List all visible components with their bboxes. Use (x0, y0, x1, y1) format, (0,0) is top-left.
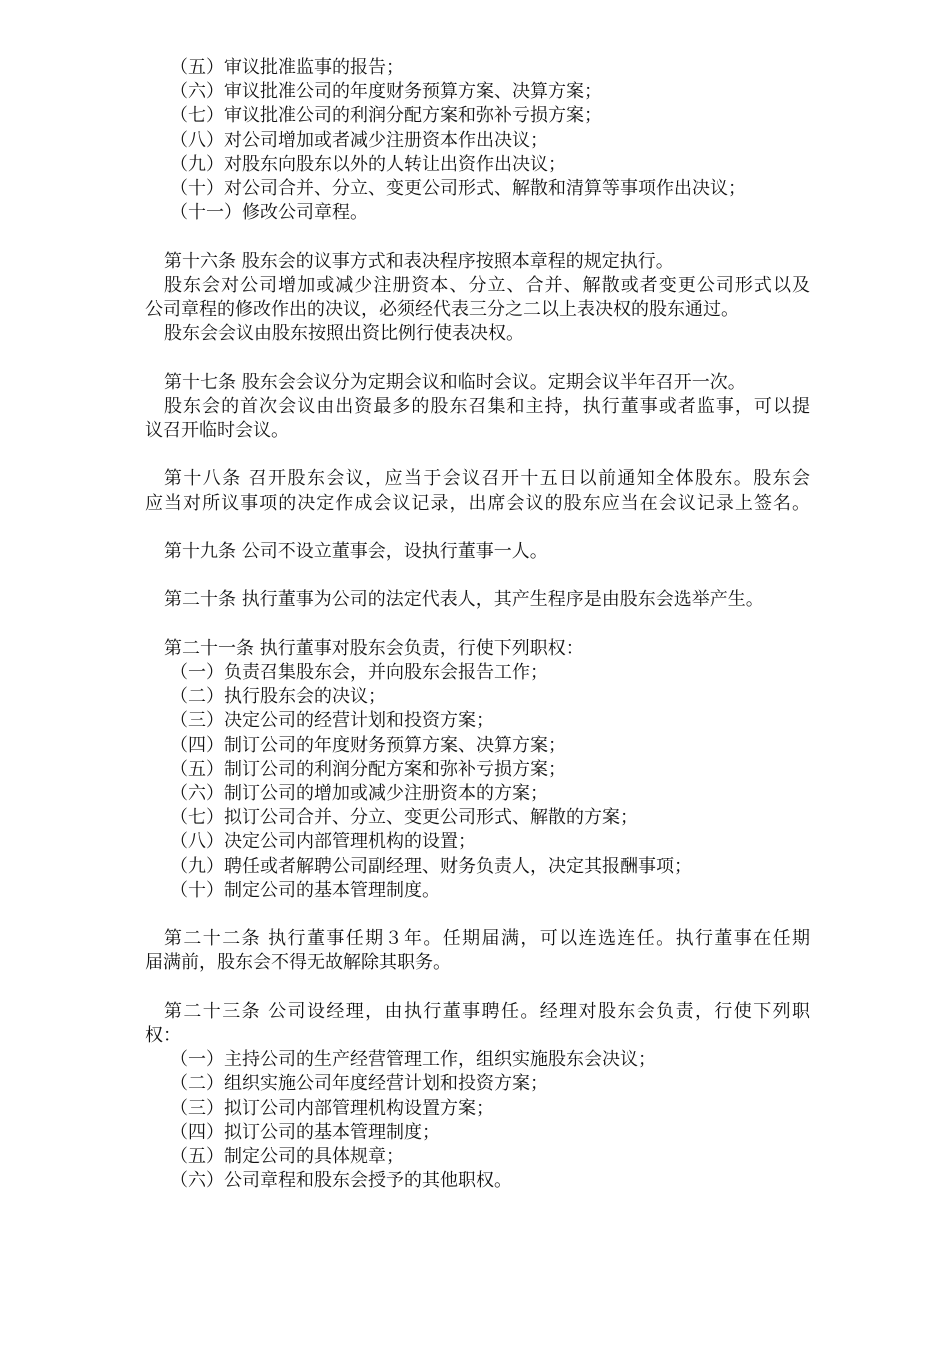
list-item: （十一）修改公司章程。 (170, 202, 368, 224)
list-item: （七）审议批准公司的利润分配方案和弥补亏损方案； (170, 105, 602, 127)
article-16 (145, 250, 810, 347)
list-item: （九）聘任或者解聘公司副经理、财务负责人，决定其报酬事项； (170, 855, 692, 877)
paragraph-line: 届满前，股东会不得无故解除其职务。 (145, 952, 451, 974)
list-item: （八）对公司增加或者减少注册资本作出决议； (170, 129, 548, 151)
article-heading: 第十九条 公司不设立董事会，设执行董事一人。 (164, 541, 548, 562)
list-item: （六）制订公司的增加或减少注册资本的方案； (170, 783, 548, 804)
list-item: （十）制定公司的基本管理制度。 (170, 879, 440, 901)
paragraph-line: 权： (145, 1025, 181, 1046)
list-item: （八）决定公司内部管理机构的设置； (170, 831, 476, 853)
list-item: （一）负责召集股东会，并向股东会报告工作； (170, 661, 548, 683)
paragraph-line: 应当对所议事项的决定作成会议记录，出席会议的股东应当在会议记录上签名。 (145, 492, 810, 514)
list-item: （五）审议批准监事的报告； (170, 57, 404, 78)
article-18 (145, 467, 810, 515)
list-item: （六）公司章程和股东会授予的其他职权。 (170, 1170, 512, 1192)
list-item: （九）对股东向股东以外的人转让出资作出决议； (170, 153, 566, 175)
paragraph-line: 议召开临时会议。 (145, 420, 289, 442)
article-22 (145, 927, 810, 975)
article-20 (145, 588, 810, 612)
list-item: （十）对公司合并、分立、变更公司形式、解散和清算等事项作出决议； (170, 178, 746, 200)
article-21 (145, 637, 810, 903)
article-heading: 第二十三条 公司设经理，由执行董事聘任。经理对股东会负责，行使下列职 (164, 1000, 810, 1022)
list-item: （二）执行股东会的决议； (170, 686, 386, 708)
list-item: （二）组织实施公司年度经营计划和投资方案； (170, 1073, 548, 1095)
paragraph-line: 股东会的首次会议由出资最多的股东召集和主持，执行董事或者监事，可以提 (164, 395, 810, 417)
article-17 (145, 371, 810, 444)
list-item: （六）审议批准公司的年度财务预算方案、决算方案； (170, 81, 602, 103)
article-heading: 第二十一条 执行董事对股东会负责，行使下列职权： (164, 637, 584, 659)
article-heading: 第二十二条 执行董事任期３年。任期届满，可以连选连任。执行董事在任期 (164, 928, 810, 950)
paragraph-line: 股东会对公司增加或减少注册资本、分立、合并、解散或者变更公司形式以及 (164, 274, 810, 296)
list-item: （五）制订公司的利润分配方案和弥补亏损方案； (170, 758, 566, 780)
list-item: （四）拟订公司的基本管理制度； (170, 1121, 440, 1143)
paragraph-line: 公司章程的修改作出的决议，必须经代表三分之二以上表决权的股东通过。 (145, 299, 739, 321)
document-page (145, 56, 810, 1193)
list-item: （七）拟订公司合并、分立、变更公司形式、解散的方案； (170, 807, 638, 829)
article-heading: 第十六条 股东会的议事方式和表决程序按照本章程的规定执行。 (164, 250, 674, 272)
article-19 (145, 540, 810, 564)
list-item: （三）决定公司的经营计划和投资方案； (170, 710, 494, 732)
article-heading: 第十八条 召开股东会议，应当于会议召开十五日以前通知全体股东。股东会 (164, 468, 810, 490)
list-item: （一）主持公司的生产经营管理工作，组织实施股东会决议； (170, 1049, 656, 1071)
paragraph-line: 股东会会议由股东按照出资比例行使表决权。 (164, 323, 524, 345)
article-heading: 第二十条 执行董事为公司的法定代表人，其产生程序是由股东会选举产生。 (164, 589, 764, 611)
list-item: （三）拟订公司内部管理机构设置方案； (170, 1097, 494, 1119)
article-23 (145, 1000, 810, 1194)
list-item: （五）制定公司的具体规章； (170, 1146, 404, 1168)
article-heading: 第十七条 股东会会议分为定期会议和临时会议。定期会议半年召开一次。 (164, 371, 746, 393)
list-item: （四）制订公司的年度财务预算方案、决算方案； (170, 734, 566, 756)
shareholder-powers-list (145, 56, 810, 225)
